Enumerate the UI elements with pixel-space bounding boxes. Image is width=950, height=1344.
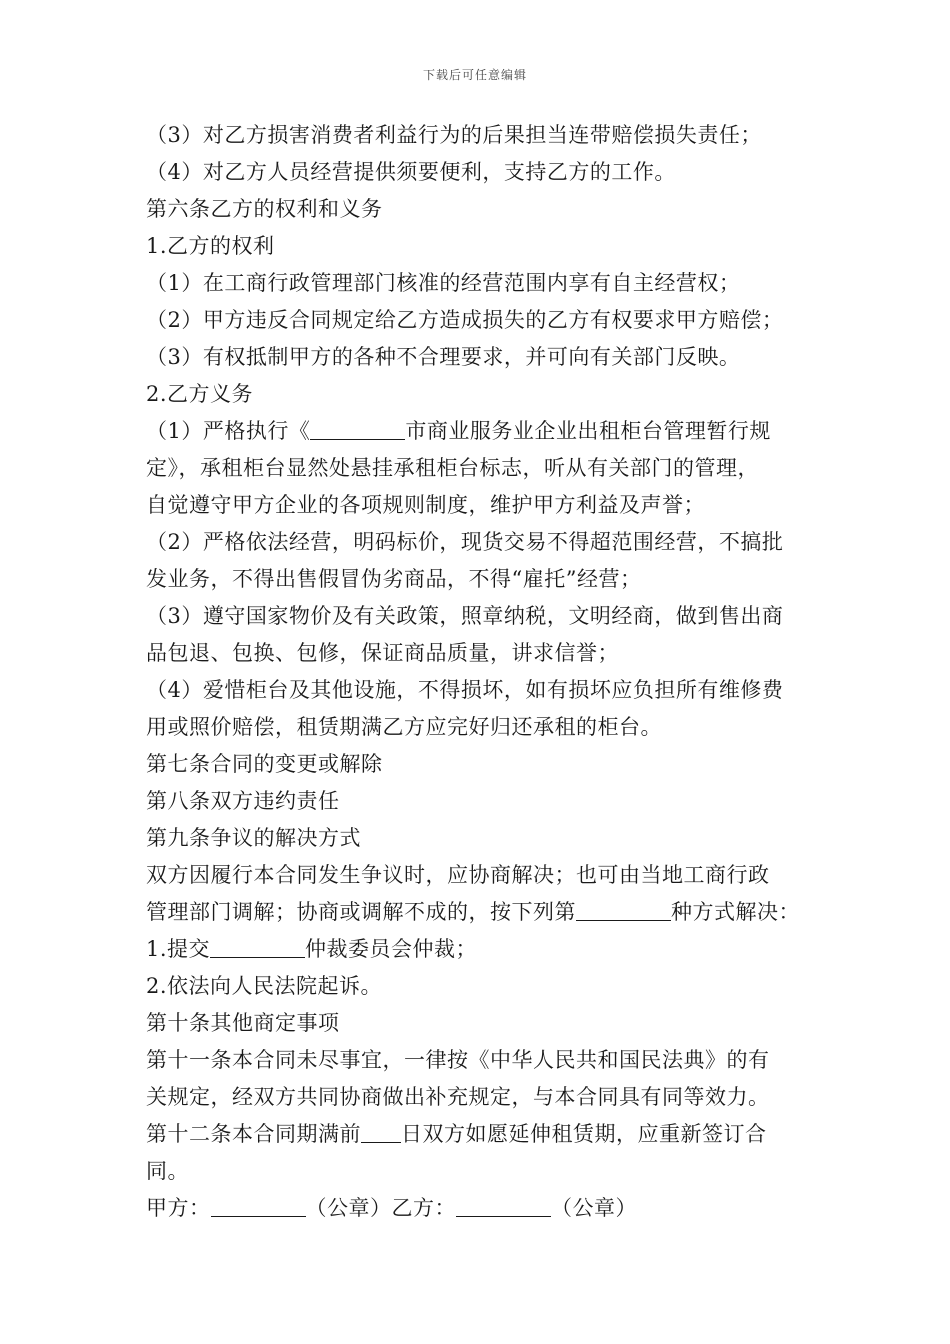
article-heading: 第七条合同的变更或解除	[146, 752, 383, 776]
party-a-signature-blank	[211, 1194, 306, 1217]
clause-line: 品包退、包换、包修，保证商品质量，讲求信誉；	[146, 641, 619, 665]
party-b-signature-blank	[456, 1194, 551, 1217]
text-segment: 1.提交	[146, 937, 211, 961]
clause-line: 2.依法向人民法院起诉。	[146, 974, 383, 998]
clause-line: 发业务，不得出售假冒伪劣商品，不得“雇托”经营；	[146, 567, 642, 591]
clause-line: 第十一条本合同未尽事宜，一律按《中华人民共和国民法典》的有	[146, 1048, 770, 1072]
page-header-note: 下载后可任意编辑	[422, 68, 527, 82]
clause-line: （4）对乙方人员经营提供须要便利，支持乙方的工作。	[146, 160, 676, 184]
clause-line: 关规定，经双方共同协商做出补充规定，与本合同具有同等效力。	[146, 1085, 770, 1109]
clause-line: 双方因履行本合同发生争议时，应协商解决；也可由当地工商行政	[146, 863, 770, 887]
article-heading: 第九条争议的解决方式	[146, 826, 361, 850]
article-heading: 第六条乙方的权利和义务	[146, 197, 383, 221]
clause-line: 定》，承租柜台显然处悬挂承租柜台标志，听从有关部门的管理，	[146, 456, 759, 480]
fill-in-blank	[361, 1120, 401, 1143]
clause-line	[146, 1116, 818, 1153]
signature-line	[146, 1190, 818, 1227]
clause-line: （3）有权抵制甲方的各种不合理要求，并可向有关部门反映。	[146, 345, 741, 369]
text-segment: 第十二条本合同期满前	[146, 1122, 361, 1146]
party-b-seal-label: （公章）	[551, 1196, 637, 1220]
fill-in-blank	[210, 935, 305, 958]
clause-line	[146, 931, 818, 968]
fill-in-blank	[576, 898, 671, 921]
section-heading: 1.乙方的权利	[146, 234, 275, 258]
clause-line	[146, 413, 818, 450]
text-segment: 种方式解决：	[671, 900, 800, 924]
article-heading: 第十条其他商定事项	[146, 1011, 340, 1035]
article-heading: 第八条双方违约责任	[146, 789, 340, 813]
clause-line: （3）遵守国家物价及有关政策，照章纳税，文明经商，做到售出商	[146, 604, 784, 628]
section-heading: 2.乙方义务	[146, 382, 254, 406]
clause-line: 同。	[146, 1159, 189, 1183]
fill-in-blank	[310, 417, 405, 440]
clause-line: 自觉遵守甲方企业的各项规则制度，维护甲方利益及声誉；	[146, 493, 705, 517]
clause-line: （1）在工商行政管理部门核准的经营范围内享有自主经营权；	[146, 271, 741, 295]
clause-line	[146, 894, 818, 931]
clause-line: （2）甲方违反合同规定给乙方造成损失的乙方有权要求甲方赔偿；	[146, 308, 784, 332]
clause-line: 用或照价赔偿，租赁期满乙方应完好归还承租的柜台。	[146, 715, 662, 739]
text-segment: 管理部门调解；协商或调解不成的，按下列第	[146, 900, 576, 924]
clause-line: （2）严格依法经营，明码标价，现货交易不得超范围经营，不搞批	[146, 530, 784, 554]
party-seal-label: （公章）乙方：	[305, 1196, 456, 1220]
document-body	[146, 117, 818, 1227]
text-segment: 仲裁委员会仲裁；	[305, 937, 478, 961]
text-segment: （1）严格执行《	[146, 419, 311, 443]
party-a-label: 甲方：	[146, 1196, 211, 1220]
clause-line: （4）爱惜柜台及其他设施，不得损坏，如有损坏应负担所有维修费	[146, 678, 784, 702]
text-segment: 市商业服务业企业出租柜台管理暂行规	[405, 419, 771, 443]
clause-line: （3）对乙方损害消费者利益行为的后果担当连带赔偿损失责任；	[146, 123, 762, 147]
text-segment: 日双方如愿延伸租赁期，应重新签订合	[401, 1122, 767, 1146]
